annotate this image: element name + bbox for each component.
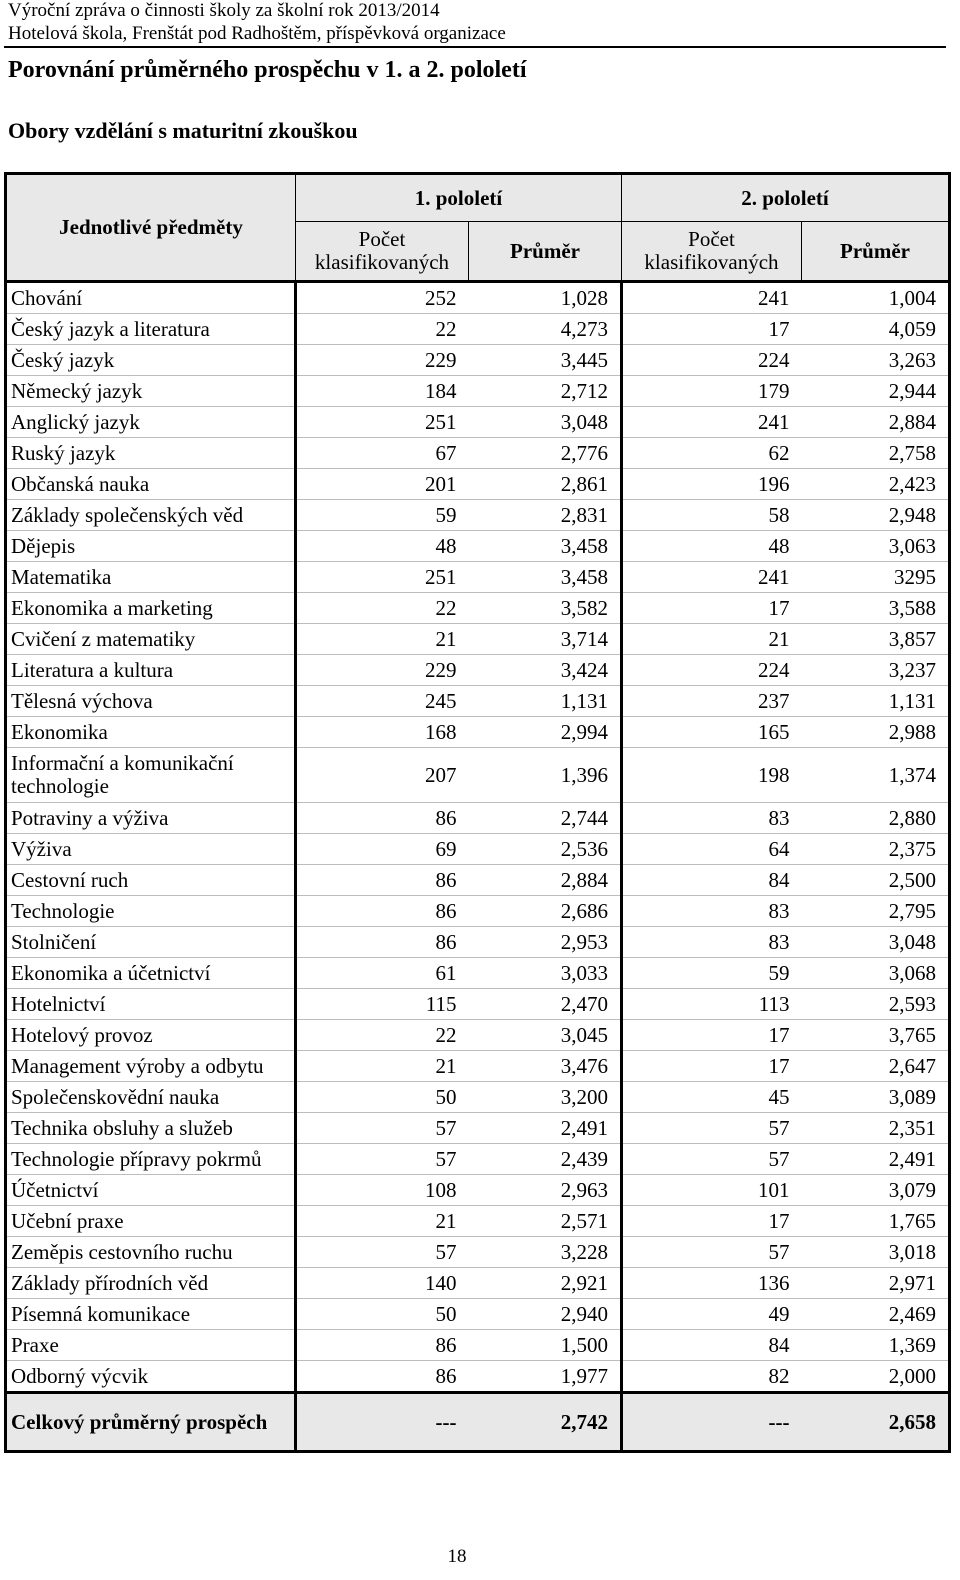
count1-cell: 201 bbox=[296, 469, 469, 500]
count1-cell: 57 bbox=[296, 1144, 469, 1175]
subject-cell: Hotelnictví bbox=[6, 989, 296, 1020]
avg2-cell: 3,068 bbox=[802, 958, 950, 989]
avg1-cell: 1,396 bbox=[469, 748, 622, 803]
subject-column-header: Jednotlivé předměty bbox=[6, 174, 296, 282]
table-row bbox=[6, 1299, 950, 1330]
subject-cell: Tělesná výchova bbox=[6, 686, 296, 717]
subject-cell: Základy přírodních věd bbox=[6, 1268, 296, 1299]
table-row bbox=[6, 624, 950, 655]
avg1-cell: 2,491 bbox=[469, 1113, 622, 1144]
table-row bbox=[6, 989, 950, 1020]
count1-cell: 21 bbox=[296, 624, 469, 655]
count1-cell: 61 bbox=[296, 958, 469, 989]
avg2-cell: 2,375 bbox=[802, 834, 950, 865]
avg2-cell: 2,971 bbox=[802, 1268, 950, 1299]
table-row bbox=[6, 717, 950, 748]
avg2-cell: 3,857 bbox=[802, 624, 950, 655]
count1-cell: 108 bbox=[296, 1175, 469, 1206]
avg2-cell: 3,588 bbox=[802, 593, 950, 624]
avg2-cell: 3,765 bbox=[802, 1020, 950, 1051]
table-row bbox=[6, 1113, 950, 1144]
subject-cell: Management výroby a odbytu bbox=[6, 1051, 296, 1082]
count2-cell: 48 bbox=[622, 531, 802, 562]
table-row bbox=[6, 1051, 950, 1082]
avg1-cell: 3,582 bbox=[469, 593, 622, 624]
subject-cell: Technologie bbox=[6, 896, 296, 927]
avg2-cell: 2,469 bbox=[802, 1299, 950, 1330]
avg2-cell: 2,351 bbox=[802, 1113, 950, 1144]
avg1-cell: 1,977 bbox=[469, 1361, 622, 1393]
subject-cell: Anglický jazyk bbox=[6, 407, 296, 438]
subject-cell: Německý jazyk bbox=[6, 376, 296, 407]
table-row bbox=[6, 1175, 950, 1206]
avg2-cell: 1,765 bbox=[802, 1206, 950, 1237]
avg2-cell: 1,131 bbox=[802, 686, 950, 717]
subject-cell: Český jazyk a literatura bbox=[6, 314, 296, 345]
count1-cell: 184 bbox=[296, 376, 469, 407]
page-title: Porovnání průměrného prospěchu v 1. a 2. pololetí bbox=[8, 57, 527, 83]
avg1-cell: 2,921 bbox=[469, 1268, 622, 1299]
count1-cell: 229 bbox=[296, 655, 469, 686]
avg1-cell: 3,045 bbox=[469, 1020, 622, 1051]
count2-cell: 224 bbox=[622, 655, 802, 686]
count2-cell: 17 bbox=[622, 314, 802, 345]
avg2-cell: 3295 bbox=[802, 562, 950, 593]
avg1-cell: 3,048 bbox=[469, 407, 622, 438]
total-count2: --- bbox=[622, 1393, 802, 1452]
count2-cell: 62 bbox=[622, 438, 802, 469]
avg1-cell: 1,500 bbox=[469, 1330, 622, 1361]
subject-cell: Ekonomika a marketing bbox=[6, 593, 296, 624]
count1-cell: 207 bbox=[296, 748, 469, 803]
table-row bbox=[6, 1082, 950, 1113]
table-row bbox=[6, 345, 950, 376]
count2-cell: 136 bbox=[622, 1268, 802, 1299]
avg2-cell: 3,089 bbox=[802, 1082, 950, 1113]
header-divider bbox=[4, 46, 946, 48]
avg1-cell: 2,994 bbox=[469, 717, 622, 748]
table-row bbox=[6, 1144, 950, 1175]
table-row bbox=[6, 469, 950, 500]
avg1-cell: 3,458 bbox=[469, 531, 622, 562]
avg1-cell: 2,571 bbox=[469, 1206, 622, 1237]
count2-cell: 17 bbox=[622, 1020, 802, 1051]
table-row bbox=[6, 1330, 950, 1361]
count2-cell: 83 bbox=[622, 927, 802, 958]
avg2-cell: 2,000 bbox=[888, 1363, 936, 1388]
avg1-cell: 2,953 bbox=[469, 927, 622, 958]
avg1-cell: 3,228 bbox=[469, 1237, 622, 1268]
subject-cell: Dějepis bbox=[6, 531, 296, 562]
avg1-cell: 2,686 bbox=[469, 896, 622, 927]
count2-cell: 45 bbox=[622, 1082, 802, 1113]
subject-cell: Potraviny a výživa bbox=[6, 803, 296, 834]
table-row bbox=[6, 376, 950, 407]
count1-cell: 22 bbox=[296, 593, 469, 624]
avg2-cell: 3,063 bbox=[802, 531, 950, 562]
subject-cell: Ekonomika bbox=[6, 717, 296, 748]
avg1-cell: 3,424 bbox=[469, 655, 622, 686]
table-body bbox=[6, 282, 950, 1393]
count2-cell: 21 bbox=[622, 624, 802, 655]
count2-cell: 83 bbox=[622, 803, 802, 834]
avg1-cell: 2,831 bbox=[469, 500, 622, 531]
avg2-cell: 2,491 bbox=[802, 1144, 950, 1175]
subject-cell: Matematika bbox=[6, 562, 296, 593]
subject-cell: Hotelový provoz bbox=[6, 1020, 296, 1051]
count2-cell: 101 bbox=[622, 1175, 802, 1206]
count1-cell: 251 bbox=[296, 562, 469, 593]
avg2-cell: 3,018 bbox=[802, 1237, 950, 1268]
count1-cell: 22 bbox=[296, 1020, 469, 1051]
subject-cell: Zeměpis cestovního ruchu bbox=[6, 1237, 296, 1268]
subject-cell: Účetnictví bbox=[6, 1175, 296, 1206]
avg2-cell: 1,004 bbox=[802, 282, 950, 314]
table-row bbox=[6, 314, 950, 345]
table-row bbox=[6, 927, 950, 958]
table-row bbox=[6, 748, 950, 803]
count2-header: Počet klasifikovaných bbox=[622, 222, 802, 282]
avg1-cell: 2,439 bbox=[469, 1144, 622, 1175]
subject-cell: Stolničení bbox=[6, 927, 296, 958]
count2-cell: 57 bbox=[622, 1113, 802, 1144]
count1-cell: 86 bbox=[296, 896, 469, 927]
table-row bbox=[6, 1206, 950, 1237]
school-name: Hotelová škola, Frenštát pod Radhoštěm, příspěvková organizace bbox=[8, 23, 506, 44]
table-row bbox=[6, 531, 950, 562]
table-row bbox=[6, 562, 950, 593]
count1-cell: 22 bbox=[296, 314, 469, 345]
count2-cell: 17 bbox=[622, 1051, 802, 1082]
count1-cell: 86 bbox=[296, 865, 469, 896]
count2-cell: 179 bbox=[622, 376, 802, 407]
subject-cell: Občanská nauka bbox=[6, 469, 296, 500]
count1-cell: 57 bbox=[296, 1113, 469, 1144]
subject-cell: Ekonomika a účetnictví bbox=[6, 958, 296, 989]
avg2-cell: 1,374 bbox=[802, 748, 950, 803]
avg1-cell: 3,033 bbox=[469, 958, 622, 989]
table-row bbox=[6, 1361, 950, 1393]
avg1-cell: 2,963 bbox=[469, 1175, 622, 1206]
avg2-cell: 2,500 bbox=[802, 865, 950, 896]
count1-cell: 86 bbox=[296, 927, 469, 958]
count1-cell: 69 bbox=[296, 834, 469, 865]
count1-cell: 86 bbox=[296, 803, 469, 834]
table-row bbox=[6, 1237, 950, 1268]
avg2-cell: 2,795 bbox=[802, 896, 950, 927]
table-footer bbox=[6, 1393, 950, 1452]
avg1-cell: 3,476 bbox=[469, 1051, 622, 1082]
avg1-cell: 1,131 bbox=[469, 686, 622, 717]
subject-cell: Český jazyk bbox=[6, 345, 296, 376]
subject-cell: Cestovní ruch bbox=[6, 865, 296, 896]
avg1-cell: 2,536 bbox=[469, 834, 622, 865]
avg1-cell: 3,200 bbox=[469, 1082, 622, 1113]
count1-cell: 48 bbox=[296, 531, 469, 562]
avg2-cell: 2,647 bbox=[802, 1051, 950, 1082]
count1-cell: 229 bbox=[296, 345, 469, 376]
table-row bbox=[6, 834, 950, 865]
avg2-cell: 3,237 bbox=[802, 655, 950, 686]
count1-cell: 86 bbox=[435, 1363, 457, 1388]
avg1-cell: 3,714 bbox=[469, 624, 622, 655]
count2-cell: 84 bbox=[622, 1330, 802, 1361]
count1-cell: 21 bbox=[296, 1206, 469, 1237]
subject-cell: Základy společenských věd bbox=[6, 500, 296, 531]
total-count1: --- bbox=[296, 1393, 469, 1452]
table-row bbox=[6, 865, 950, 896]
semester1-header: 1. pololetí bbox=[296, 174, 622, 222]
avg2-cell: 3,079 bbox=[802, 1175, 950, 1206]
avg1-cell: 2,712 bbox=[469, 376, 622, 407]
avg1-cell: 3,458 bbox=[469, 562, 622, 593]
count2-cell: 237 bbox=[622, 686, 802, 717]
avg1-cell: 2,940 bbox=[469, 1299, 622, 1330]
avg2-cell: 1,369 bbox=[802, 1330, 950, 1361]
count2-cell: 58 bbox=[622, 500, 802, 531]
count2-cell: 57 bbox=[622, 1144, 802, 1175]
avg1-cell: 4,273 bbox=[469, 314, 622, 345]
count2-cell: 241 bbox=[622, 407, 802, 438]
table-row bbox=[6, 593, 950, 624]
count2-cell: 83 bbox=[622, 896, 802, 927]
avg2-cell: 2,884 bbox=[802, 407, 950, 438]
avg1-cell: 2,861 bbox=[469, 469, 622, 500]
table-row bbox=[6, 407, 950, 438]
subject-cell: Technika obsluhy a služeb bbox=[6, 1113, 296, 1144]
count2-cell: 241 bbox=[622, 562, 802, 593]
count2-cell: 198 bbox=[622, 748, 802, 803]
semester2-header: 2. pololetí bbox=[622, 174, 950, 222]
count2-cell: 224 bbox=[622, 345, 802, 376]
count2-cell: 59 bbox=[622, 958, 802, 989]
count1-cell: 252 bbox=[296, 282, 469, 314]
count2-cell: 113 bbox=[622, 989, 802, 1020]
count1-cell: 168 bbox=[296, 717, 469, 748]
total-avg2: 2,658 bbox=[802, 1393, 950, 1452]
avg1-cell: 3,445 bbox=[469, 345, 622, 376]
grades-table bbox=[4, 172, 951, 1453]
table-row bbox=[6, 655, 950, 686]
avg2-cell: 4,059 bbox=[802, 314, 950, 345]
count2-cell: 241 bbox=[622, 282, 802, 314]
count1-cell: 140 bbox=[296, 1268, 469, 1299]
avg1-cell: 2,884 bbox=[469, 865, 622, 896]
subject-cell: Literatura a kultura bbox=[6, 655, 296, 686]
table-row bbox=[6, 686, 950, 717]
count2-cell: 57 bbox=[622, 1237, 802, 1268]
count2-cell: 17 bbox=[622, 593, 802, 624]
avg2-cell: 2,944 bbox=[802, 376, 950, 407]
report-title: Výroční zpráva o činnosti školy za školní rok 2013/2014 bbox=[8, 0, 440, 21]
subject-cell: Informační a komunikační technologie bbox=[6, 748, 296, 803]
avg2-cell: 2,880 bbox=[802, 803, 950, 834]
table-header bbox=[6, 174, 950, 282]
count2-cell: 196 bbox=[622, 469, 802, 500]
count1-cell: 251 bbox=[296, 407, 469, 438]
avg1-header: Průměr bbox=[469, 222, 622, 282]
subject-cell: Cvičení z matematiky bbox=[6, 624, 296, 655]
subject-cell: Praxe bbox=[6, 1330, 296, 1361]
avg2-cell: 2,593 bbox=[802, 989, 950, 1020]
count2-cell: 165 bbox=[622, 717, 802, 748]
table-row bbox=[6, 1268, 950, 1299]
avg2-cell: 2,758 bbox=[802, 438, 950, 469]
count2-cell: 84 bbox=[622, 865, 802, 896]
table-row bbox=[6, 500, 950, 531]
section-subtitle: Obory vzdělání s maturitní zkouškou bbox=[8, 118, 358, 143]
table-row bbox=[6, 1020, 950, 1051]
table-row bbox=[6, 958, 950, 989]
count2-cell: 64 bbox=[622, 834, 802, 865]
count1-cell: 115 bbox=[296, 989, 469, 1020]
subject-cell: Písemná komunikace bbox=[6, 1299, 296, 1330]
subject-cell: Společenskovědní nauka bbox=[6, 1082, 296, 1113]
avg1-cell: 1,028 bbox=[469, 282, 622, 314]
table-row bbox=[6, 803, 950, 834]
count1-cell: 86 bbox=[296, 1330, 469, 1361]
subject-cell: Výživa bbox=[6, 834, 296, 865]
count1-cell: 245 bbox=[296, 686, 469, 717]
page-number: 18 bbox=[447, 1546, 467, 1567]
total-avg1: 2,742 bbox=[469, 1393, 622, 1452]
avg2-header: Průměr bbox=[802, 222, 950, 282]
subject-cell: Ruský jazyk bbox=[6, 438, 296, 469]
count1-cell: 67 bbox=[296, 438, 469, 469]
total-label: Celkový průměrný prospěch bbox=[6, 1393, 296, 1452]
avg2-cell: 2,423 bbox=[802, 469, 950, 500]
count1-cell: 21 bbox=[296, 1051, 469, 1082]
count1-cell: 50 bbox=[296, 1299, 469, 1330]
count1-cell: 50 bbox=[296, 1082, 469, 1113]
table-row bbox=[6, 896, 950, 927]
count2-cell: 17 bbox=[622, 1206, 802, 1237]
count1-cell: 59 bbox=[296, 500, 469, 531]
count2-cell: 82 bbox=[768, 1363, 790, 1388]
avg2-cell: 3,263 bbox=[802, 345, 950, 376]
subject-cell: Odborný výcvik bbox=[6, 1361, 296, 1393]
subject-cell: Technologie přípravy pokrmů bbox=[6, 1144, 296, 1175]
avg1-cell: 2,744 bbox=[469, 803, 622, 834]
count1-cell: 57 bbox=[296, 1237, 469, 1268]
avg2-cell: 2,948 bbox=[802, 500, 950, 531]
avg1-cell: 2,470 bbox=[469, 989, 622, 1020]
count1-header: Počet klasifikovaných bbox=[296, 222, 469, 282]
subject-cell: Učební praxe bbox=[6, 1206, 296, 1237]
subject-cell: Chování bbox=[6, 282, 296, 314]
table-row bbox=[6, 438, 950, 469]
avg1-cell: 2,776 bbox=[469, 438, 622, 469]
avg2-cell: 2,988 bbox=[802, 717, 950, 748]
table-row bbox=[6, 282, 950, 314]
avg2-cell: 3,048 bbox=[802, 927, 950, 958]
count2-cell: 49 bbox=[622, 1299, 802, 1330]
